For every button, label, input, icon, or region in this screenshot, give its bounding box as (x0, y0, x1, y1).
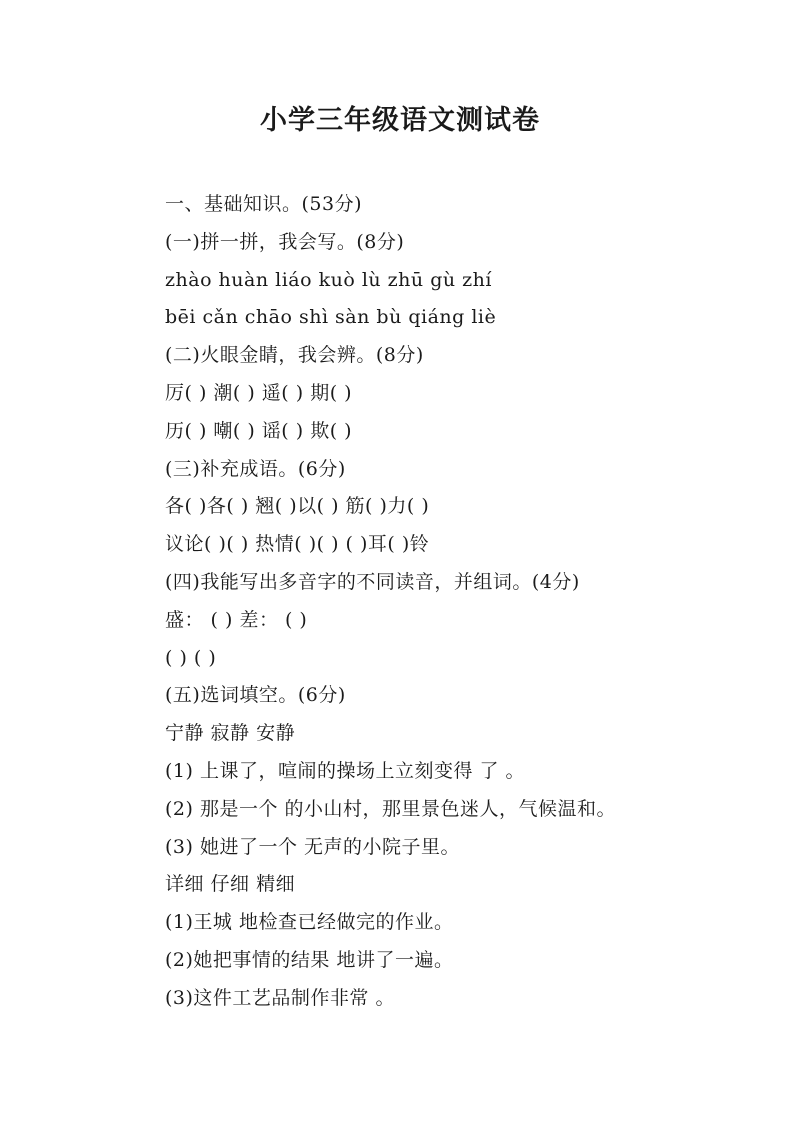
text-line: ( ) ( ) (165, 646, 217, 669)
document-title: 小学三年级语文测试卷 (260, 105, 540, 136)
document-body (165, 186, 765, 1018)
text-line: 厉( ) 潮( ) 遥( ) 期( ) (165, 381, 353, 404)
text-line: (3)这件工艺品制作非常 。 (165, 986, 395, 1009)
text-line: (1) 上课了，喧闹的操场上立刻变得 了 。 (165, 759, 526, 782)
text-line: (四)我能写出多音字的不同读音，并组词。(4分) (165, 570, 580, 593)
text-line: (一)拼一拼，我会写。(8分) (165, 230, 405, 253)
text-line: (2) 那是一个 的小山村，那里景色迷人，气候温和。 (165, 797, 616, 820)
text-line: 详细 仔细 精细 (165, 873, 296, 896)
text-line: 一、基础知识。(53分) (165, 193, 363, 215)
text-line: 历( ) 嘲( ) 谣( ) 欺( ) (165, 419, 353, 442)
text-line: 议论( )( ) 热情( )( ) ( )耳( )铃 (165, 533, 430, 556)
text-line: 各( )各( ) 翘( )以( ) 筋( )力( ) (165, 495, 430, 518)
text-line: (三)补充成语。(6分) (165, 457, 346, 480)
text-line: (五)选词填空。(6分) (165, 684, 346, 707)
text-line: (1)王城 地检查已经做完的作业。 (165, 911, 454, 934)
text-line: bēi cǎn chāo shì sàn bù qiáng liè (165, 306, 497, 329)
text-line: 宁静 寂静 安静 (165, 722, 296, 745)
text-line: (二)火眼金睛，我会辨。(8分) (165, 344, 424, 367)
text-line: (3) 她进了一个 无声的小院子里。 (165, 835, 460, 858)
text-line: (2)她把事情的结果 地讲了一遍。 (165, 948, 454, 971)
text-line: zhào huàn liáo kuò lù zhū gù zhí (165, 268, 492, 291)
text-line: 盛： ( ) 差： ( ) (165, 608, 308, 631)
